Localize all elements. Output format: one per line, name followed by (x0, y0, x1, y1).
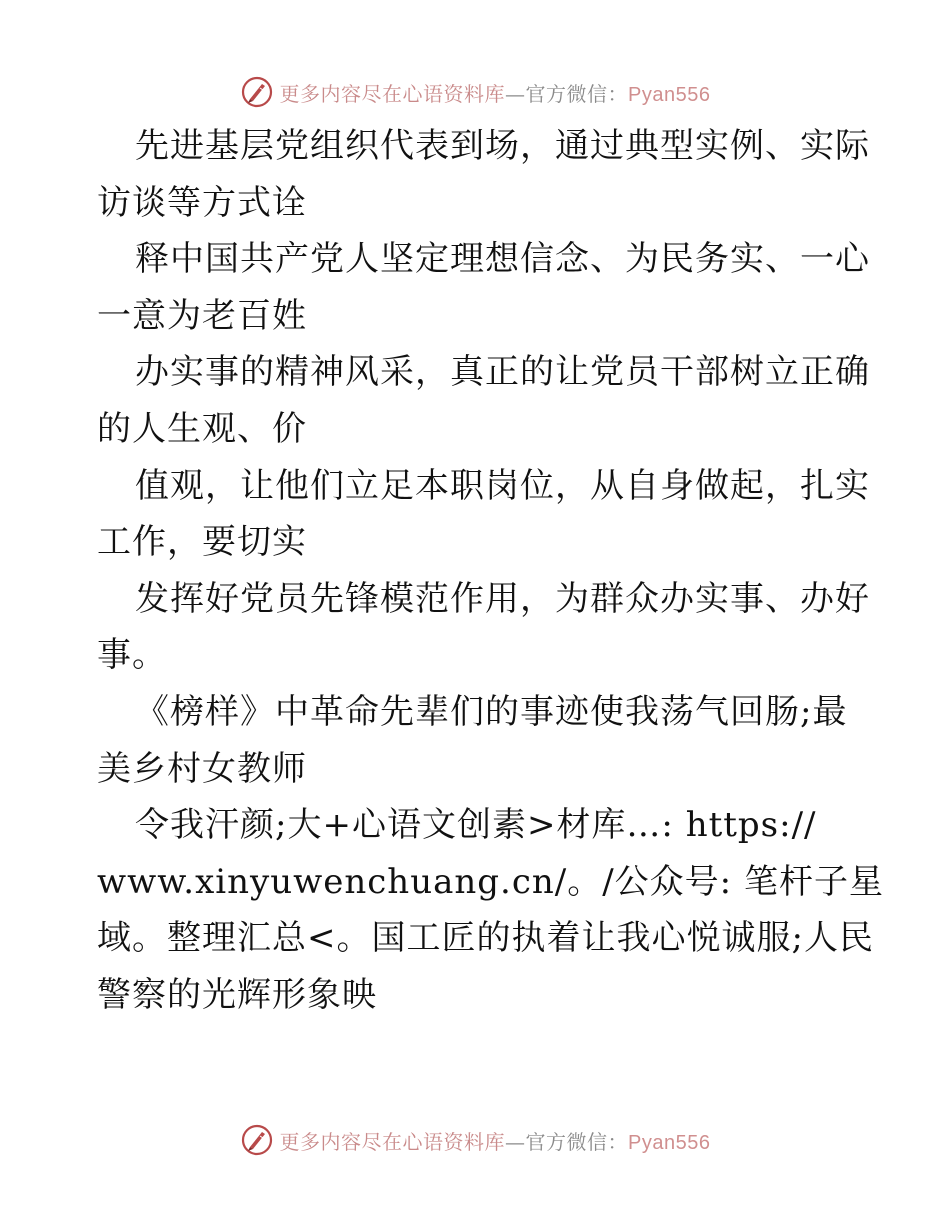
document-body (97, 118, 884, 1024)
text-line: 值观，让他们立足本职岗位，从自身做起，扎实 (135, 465, 870, 506)
text-line: www.xinyuwenchuang.cn/。/公众号: 笔杆子星 (97, 861, 884, 902)
text-line: 《榜样》中革命先辈们的事迹使我荡气回肠;最 (135, 691, 848, 732)
watermark-wechat-id: Pyan556 (628, 83, 711, 106)
text-line: 警察的光辉形象映 (97, 974, 377, 1015)
watermark-main-text: 更多内容尽在心语资料库 (279, 81, 506, 106)
watermark-main-text: 更多内容尽在心语资料库 (279, 1129, 506, 1154)
text-line: 先进基层党组织代表到场，通过典型实例、实际 (135, 126, 870, 166)
text-line: 美乡村女教师 (97, 748, 307, 789)
text-line: 一意为老百姓 (97, 295, 307, 336)
text-line: 发挥好党员先锋模范作用，为群众办实事、办好 (135, 578, 870, 619)
watermark-separator: — (505, 81, 526, 106)
footer-watermark-inner (240, 1123, 711, 1157)
quill-pen-circle-icon (240, 1123, 274, 1157)
header-watermark (0, 72, 950, 112)
watermark-label: 官方微信： (525, 81, 629, 106)
watermark-label: 官方微信： (525, 1129, 629, 1154)
footer-watermark (0, 1120, 950, 1160)
footer-watermark-text (280, 1126, 711, 1155)
text-line: 释中国共产党人坚定理想信念、为民务实、一心 (135, 239, 870, 280)
header-watermark-inner (240, 75, 711, 109)
watermark-separator: — (505, 1129, 526, 1154)
header-watermark-text (280, 78, 711, 107)
text-line: 办实事的精神风采，真正的让党员干部树立正确 (135, 352, 870, 393)
text-line: 工作，要切实 (97, 522, 307, 563)
text-line: 访谈等方式诠 (97, 182, 307, 223)
text-line: 的人生观、价 (97, 408, 307, 449)
watermark-wechat-id: Pyan556 (628, 1131, 711, 1154)
text-line: 事。 (97, 635, 167, 676)
text-line: 令我汗颜;大+心语文创素>材库…: https:// (135, 805, 817, 846)
text-line: 域。整理汇总<。国工匠的执着让我心悦诚服;人民 (97, 918, 874, 959)
quill-pen-circle-icon (240, 75, 274, 109)
